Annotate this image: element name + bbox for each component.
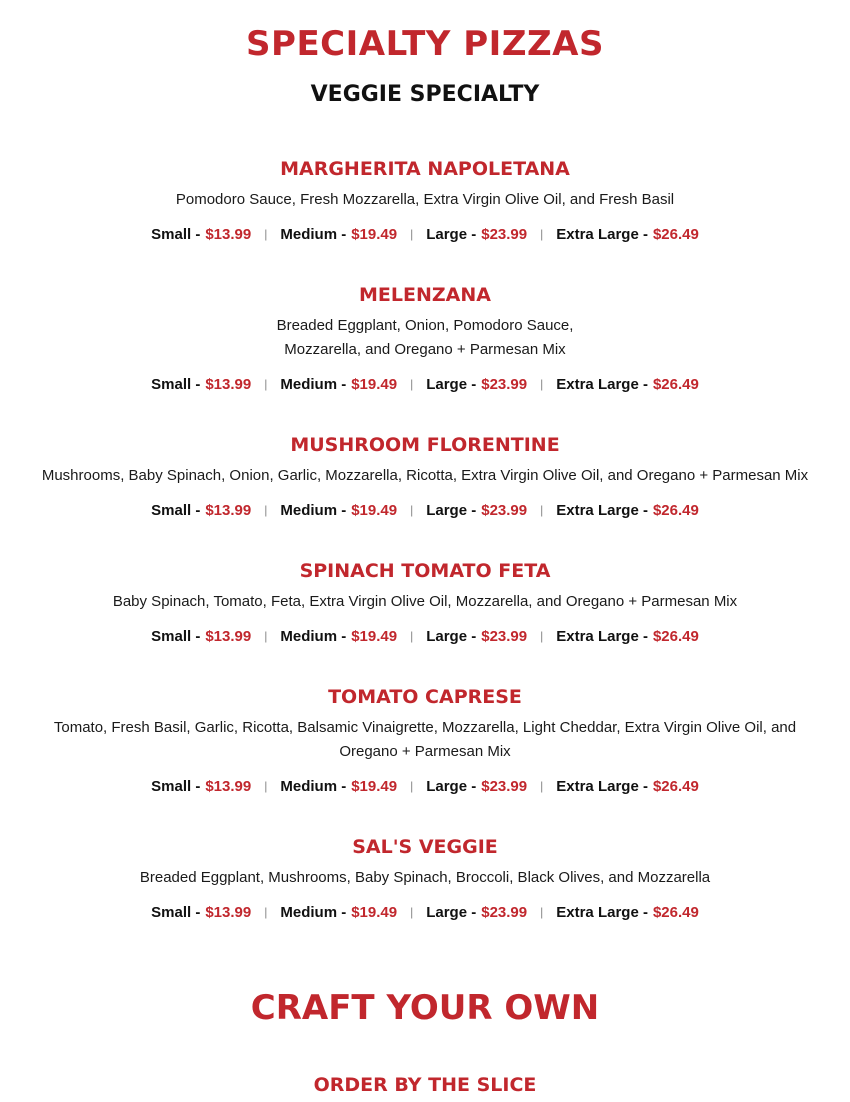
- price-small: [151, 775, 251, 799]
- price-separator: |: [264, 377, 268, 391]
- size-label: Large -: [426, 376, 477, 393]
- price-separator: |: [540, 227, 544, 241]
- price-value: $23.99: [481, 628, 528, 645]
- price-small: [151, 373, 251, 397]
- pizza-item: [0, 558, 850, 649]
- pizza-description-line: Oregano + Parmesan Mix: [339, 743, 511, 760]
- price-xlarge: [556, 901, 699, 925]
- price-value: $26.49: [652, 904, 699, 921]
- pizza-name: MUSHROOM FLORENTINE: [290, 434, 560, 456]
- price-medium: [280, 499, 397, 523]
- price-value: $23.99: [481, 904, 528, 921]
- size-label: Extra Large -: [556, 904, 648, 921]
- pizza-name: MELENZANA: [359, 284, 491, 306]
- pizza-description: [0, 716, 850, 764]
- price-row: [0, 372, 850, 397]
- price-separator: |: [410, 905, 414, 919]
- pizza-description-line: Breaded Eggplant, Onion, Pomodoro Sauce,: [276, 317, 574, 334]
- section-subtitle: VEGGIE SPECIALTY: [310, 82, 540, 107]
- pizza-description-line: Mushrooms, Baby Spinach, Onion, Garlic, Mozzarella, Ricotta, Extra Virgin Olive Oil, and Oregano + Parmesan Mix: [41, 467, 809, 484]
- page-title: SPECIALTY PIZZAS: [246, 24, 604, 64]
- size-label: Extra Large -: [556, 226, 648, 243]
- size-label: Extra Large -: [556, 502, 648, 519]
- pizza-name: SPINACH TOMATO FETA: [299, 560, 551, 582]
- price-value: $26.49: [652, 502, 699, 519]
- size-label: Small -: [151, 628, 201, 645]
- pizza-description-line: Tomato, Fresh Basil, Garlic, Ricotta, Balsamic Vinaigrette, Mozzarella, Light Cheddar, Extra Virgin Olive Oil, and: [53, 719, 797, 736]
- size-label: Large -: [426, 904, 477, 921]
- price-large: [426, 223, 527, 247]
- size-label: Medium -: [280, 778, 347, 795]
- pizza-description: [0, 464, 850, 488]
- price-separator: |: [410, 629, 414, 643]
- price-value: $26.49: [652, 376, 699, 393]
- price-separator: |: [410, 377, 414, 391]
- price-small: [151, 223, 251, 247]
- price-value: $26.49: [652, 628, 699, 645]
- pizza-name: SAL'S VEGGIE: [352, 836, 498, 858]
- price-value: $13.99: [205, 904, 252, 921]
- price-separator: |: [410, 779, 414, 793]
- size-label: Large -: [426, 502, 477, 519]
- price-separator: |: [540, 377, 544, 391]
- price-xlarge: [556, 223, 699, 247]
- size-label: Extra Large -: [556, 628, 648, 645]
- price-row: [0, 498, 850, 523]
- price-medium: [280, 373, 397, 397]
- size-label: Large -: [426, 778, 477, 795]
- price-value: $19.49: [351, 226, 398, 243]
- price-large: [426, 775, 527, 799]
- pizza-item: [0, 684, 850, 799]
- price-xlarge: [556, 775, 699, 799]
- pizza-item: [0, 834, 850, 925]
- price-value: $26.49: [652, 226, 699, 243]
- price-large: [426, 373, 527, 397]
- order-by-slice-title: ORDER BY THE SLICE: [313, 1074, 537, 1096]
- price-separator: |: [540, 503, 544, 517]
- price-row: [0, 624, 850, 649]
- price-large: [426, 625, 527, 649]
- price-value: $19.49: [351, 628, 398, 645]
- price-medium: [280, 775, 397, 799]
- pizza-description: [0, 866, 850, 890]
- price-value: $23.99: [481, 502, 528, 519]
- pizza-name: TOMATO CAPRESE: [328, 686, 522, 708]
- size-label: Large -: [426, 628, 477, 645]
- pizza-description-line: Mozzarella, and Oregano + Parmesan Mix: [284, 341, 566, 358]
- price-medium: [280, 223, 397, 247]
- size-label: Small -: [151, 502, 201, 519]
- pizza-description-line: Pomodoro Sauce, Fresh Mozzarella, Extra Virgin Olive Oil, and Fresh Basil: [175, 191, 675, 208]
- price-small: [151, 901, 251, 925]
- price-value: $13.99: [205, 502, 252, 519]
- price-row: [0, 222, 850, 247]
- price-separator: |: [540, 905, 544, 919]
- size-label: Extra Large -: [556, 778, 648, 795]
- price-value: $23.99: [481, 226, 528, 243]
- price-separator: |: [264, 779, 268, 793]
- price-row: [0, 900, 850, 925]
- size-label: Small -: [151, 778, 201, 795]
- size-label: Large -: [426, 226, 477, 243]
- price-row: [0, 774, 850, 799]
- price-xlarge: [556, 499, 699, 523]
- price-separator: |: [410, 503, 414, 517]
- pizza-item: [0, 282, 850, 397]
- price-separator: |: [264, 629, 268, 643]
- size-label: Medium -: [280, 904, 347, 921]
- pizza-item: [0, 432, 850, 523]
- pizza-description-line: Baby Spinach, Tomato, Feta, Extra Virgin Olive Oil, Mozzarella, and Oregano + Parmesan Mix: [112, 593, 738, 610]
- craft-your-own-title: CRAFT YOUR OWN: [250, 988, 600, 1028]
- price-separator: |: [540, 779, 544, 793]
- price-value: $23.99: [481, 778, 528, 795]
- price-small: [151, 625, 251, 649]
- price-value: $23.99: [481, 376, 528, 393]
- price-value: $13.99: [205, 226, 252, 243]
- price-value: $13.99: [205, 376, 252, 393]
- price-value: $19.49: [351, 502, 398, 519]
- price-value: $19.49: [351, 904, 398, 921]
- price-separator: |: [264, 905, 268, 919]
- pizza-description: [0, 314, 850, 362]
- price-xlarge: [556, 373, 699, 397]
- size-label: Extra Large -: [556, 376, 648, 393]
- price-value: $19.49: [351, 376, 398, 393]
- price-separator: |: [540, 629, 544, 643]
- pizza-description: [0, 188, 850, 212]
- size-label: Small -: [151, 904, 201, 921]
- size-label: Small -: [151, 226, 201, 243]
- pizza-name: MARGHERITA NAPOLETANA: [280, 158, 570, 180]
- price-separator: |: [264, 503, 268, 517]
- price-value: $19.49: [351, 778, 398, 795]
- size-label: Small -: [151, 376, 201, 393]
- price-large: [426, 499, 527, 523]
- price-small: [151, 499, 251, 523]
- size-label: Medium -: [280, 628, 347, 645]
- price-separator: |: [264, 227, 268, 241]
- price-value: $13.99: [205, 628, 252, 645]
- pizza-item: [0, 156, 850, 247]
- price-value: $26.49: [652, 778, 699, 795]
- size-label: Medium -: [280, 502, 347, 519]
- size-label: Medium -: [280, 226, 347, 243]
- price-medium: [280, 901, 397, 925]
- pizza-description: [0, 590, 850, 614]
- price-medium: [280, 625, 397, 649]
- price-separator: |: [410, 227, 414, 241]
- pizza-description-line: Breaded Eggplant, Mushrooms, Baby Spinach, Broccoli, Black Olives, and Mozzarella: [139, 869, 711, 886]
- price-large: [426, 901, 527, 925]
- size-label: Medium -: [280, 376, 347, 393]
- price-xlarge: [556, 625, 699, 649]
- price-value: $13.99: [205, 778, 252, 795]
